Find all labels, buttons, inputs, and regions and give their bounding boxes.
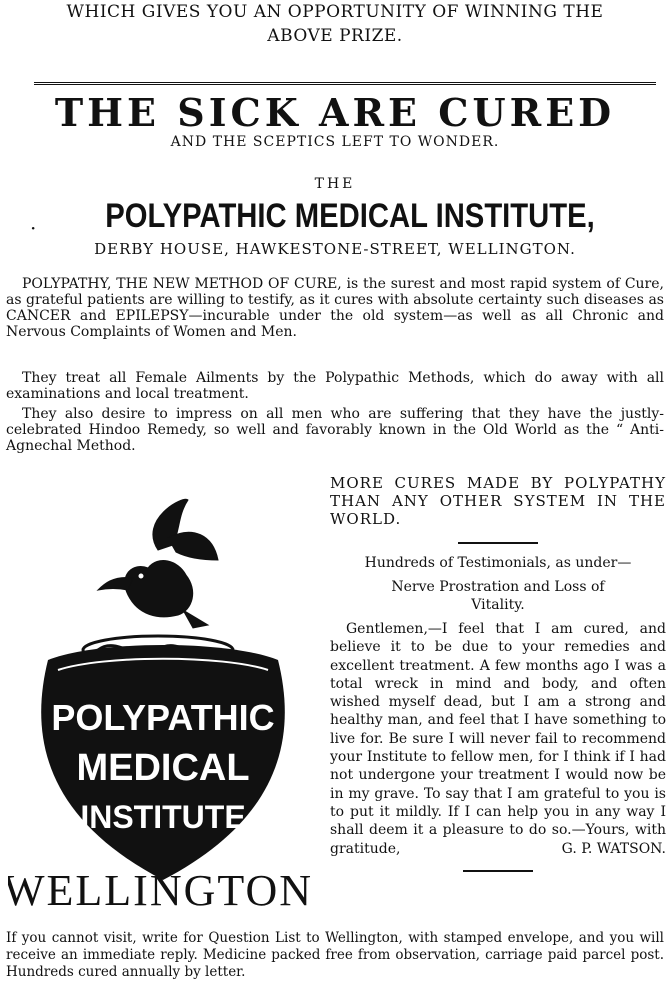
- crest-city: WELLINGTON: [8, 866, 313, 915]
- paragraph-intro: POLYPATHY, THE NEW METHOD OF CURE, is the surest and most rapid system of Cure, as grateful patients are willing to testify, as it cures with absolute certainty such diseases as CANCER and EPILEPSY—incurable under the old system—as well as all Chronic and Nervous Complaints of Women and Men.: [6, 276, 664, 340]
- top-line-2: ABOVE PRIZE.: [267, 26, 403, 46]
- the-label: THE: [314, 176, 356, 192]
- bird-icon: [98, 499, 218, 628]
- bullet-dot: ·: [30, 216, 37, 240]
- crest-line-3: INSTITUTE: [80, 799, 246, 835]
- testimonials-line: Hundreds of Testimonials, as under—: [364, 555, 632, 571]
- subheadline: AND THE SCEPTICS LEFT TO WONDER.: [170, 134, 500, 150]
- short-rule-bottom: [463, 870, 533, 872]
- bottom-paragraph: If you cannot visit, write for Question List to Wellington, with stamped envelope, and you will receive an immediate reply. Medicine packed free from observation, carriage paid parcel post. Hundreds cured annually by letter.: [6, 930, 664, 980]
- crest-svg: [8, 490, 324, 930]
- testimonial-body: Gentlemen,—I feel that I am cured, and believe it to be due to your remedies and excellent treatment. A few months ago I was a total wreck in mind and body, and often wished myself dead, but I am a strong and healthy man, and feel that I have something to live for. Be sure I will never fail to recommend your Institute to fellow men, for I think if I had not undergone your treatment I would now be in my grave. To say that I am grateful to you is to put it mildly. If I can help you in any way I shall deem it a pleasure to do so.—Yours, with gratitude,: [330, 621, 666, 857]
- paragraph-hindoo-remedy: They also desire to impress on all men who are suffering that they have the justly-celebrated Hindoo Remedy, so well and favorably known in the Old World as the “ Anti-Agnechal Method.: [6, 406, 664, 454]
- right-column: [330, 474, 666, 872]
- paragraph-female-ailments: They treat all Female Ailments by the Polypathic Methods, which do away with all examinations and local treatment.: [6, 370, 664, 402]
- headline: THE SICK ARE CURED: [54, 90, 616, 135]
- testimonial-title-2: Vitality.: [471, 597, 525, 613]
- top-line-1: WHICH GIVES YOU AN OPPORTUNITY OF WINNING THE: [66, 2, 604, 22]
- crest-line-1: POLYPATHIC: [51, 697, 275, 738]
- institute-name: POLYPATHIC MEDICAL INSTITUTE,: [105, 197, 595, 235]
- right-heading: MORE CURES MADE BY POLYPATHY THAN ANY OTHER SYSTEM IN THE WORLD.: [330, 474, 666, 528]
- testimonial-signature: G. P. WATSON.: [561, 840, 666, 857]
- crest-line-2: MEDICAL: [76, 747, 250, 789]
- testimonial-title-1: Nerve Prostration and Loss of: [391, 579, 605, 595]
- crest-illustration: [8, 490, 324, 930]
- address: DERBY HOUSE, HAWKESTONE-STREET, WELLINGTON.: [94, 240, 576, 258]
- divider-rule: [34, 82, 656, 85]
